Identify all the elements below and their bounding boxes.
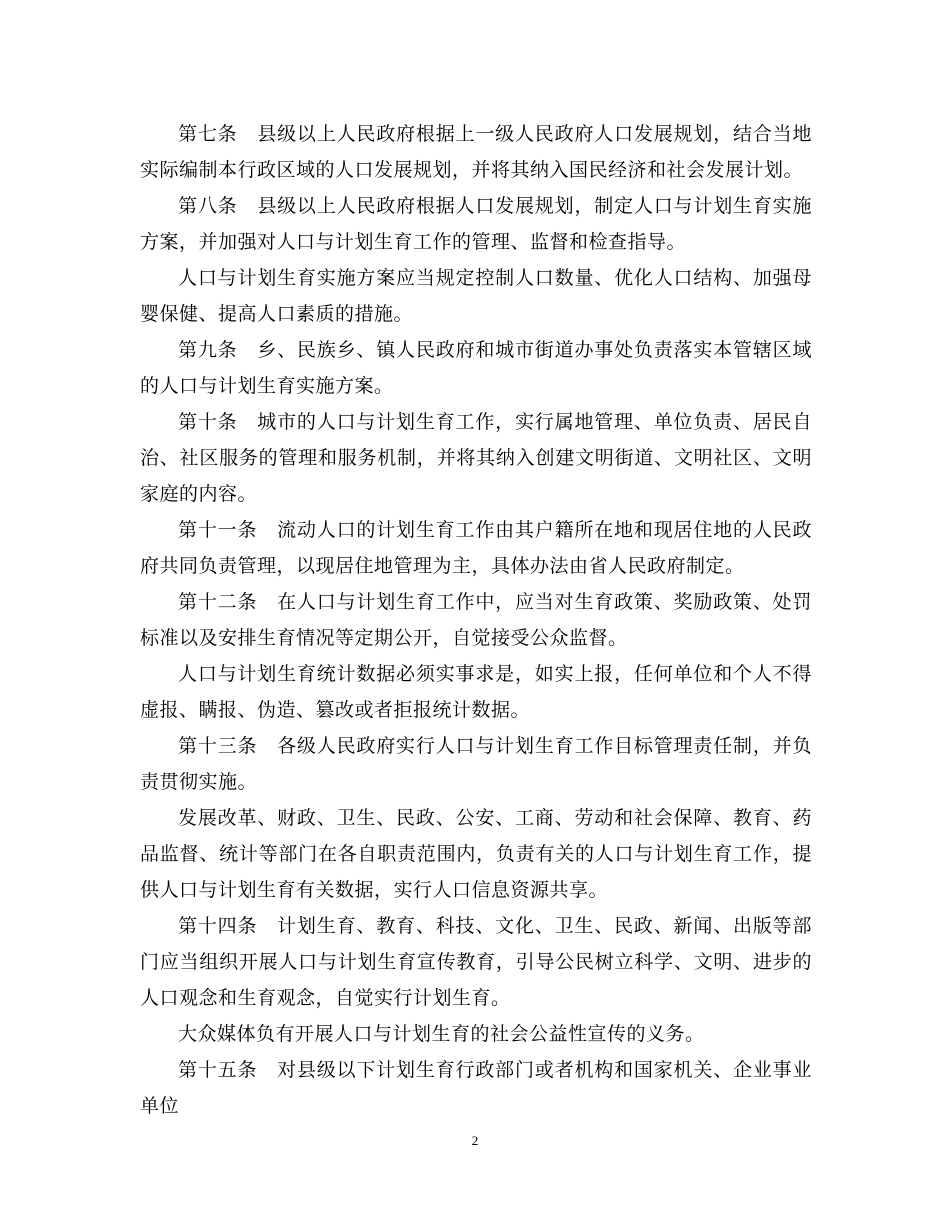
page-number: 2 <box>471 1133 479 1148</box>
article-11: 第十一条 流动人口的计划生育工作由其户籍所在地和现居住地的人民政府共同负责管理，以现居住地管理为主，具体办法由省人民政府制定。 <box>140 519 812 577</box>
article-8: 第八条 县级以上人民政府根据人口发展规划，制定人口与计划生育实施方案，并加强对人口与计划生育工作的管理、监督和检查指导。 <box>140 195 812 253</box>
article-13: 第十三条 各级人民政府实行人口与计划生育工作目标管理责任制，并负责贯彻实施。 <box>140 735 812 793</box>
article-14: 第十四条 计划生育、教育、科技、文化、卫生、民政、新闻、出版等部门应当组织开展人口与计划生育宣传教育，引导公民树立科学、文明、进步的人口观念和生育观念，自觉实行计划生育。 <box>140 915 812 1009</box>
article-13-clause-2: 发展改革、财政、卫生、民政、公安、工商、劳动和社会保障、教育、药品监督、统计等部门在各自职责范围内，负责有关的人口与计划生育工作，提供人口与计划生育有关数据，实行人口信息资源共享。 <box>140 807 812 901</box>
article-12-clause-2: 人口与计划生育统计数据必须实事求是，如实上报，任何单位和个人不得虚报、瞒报、伪造、篡改或者拒报统计数据。 <box>140 663 812 721</box>
article-12: 第十二条 在人口与计划生育工作中，应当对生育政策、奖励政策、处罚标准以及安排生育情况等定期公开，自觉接受公众监督。 <box>140 591 812 649</box>
document-body <box>140 116 812 1124</box>
article-8-clause-2: 人口与计划生育实施方案应当规定控制人口数量、优化人口结构、加强母婴保健、提高人口素质的措施。 <box>140 267 812 325</box>
article-9: 第九条 乡、民族乡、镇人民政府和城市街道办事处负责落实本管辖区域的人口与计划生育实施方案。 <box>140 339 812 397</box>
article-15: 第十五条 对县级以下计划生育行政部门或者机构和国家机关、企业事业单位 <box>140 1059 812 1117</box>
article-7: 第七条 县级以上人民政府根据上一级人民政府人口发展规划，结合当地实际编制本行政区域的人口发展规划，并将其纳入国民经济和社会发展计划。 <box>140 123 812 181</box>
article-10: 第十条 城市的人口与计划生育工作，实行属地管理、单位负责、居民自治、社区服务的管理和服务机制，并将其纳入创建文明街道、文明社区、文明家庭的内容。 <box>140 411 812 505</box>
article-14-clause-2: 大众媒体负有开展人口与计划生育的社会公益性宣传的义务。 <box>178 1023 705 1045</box>
